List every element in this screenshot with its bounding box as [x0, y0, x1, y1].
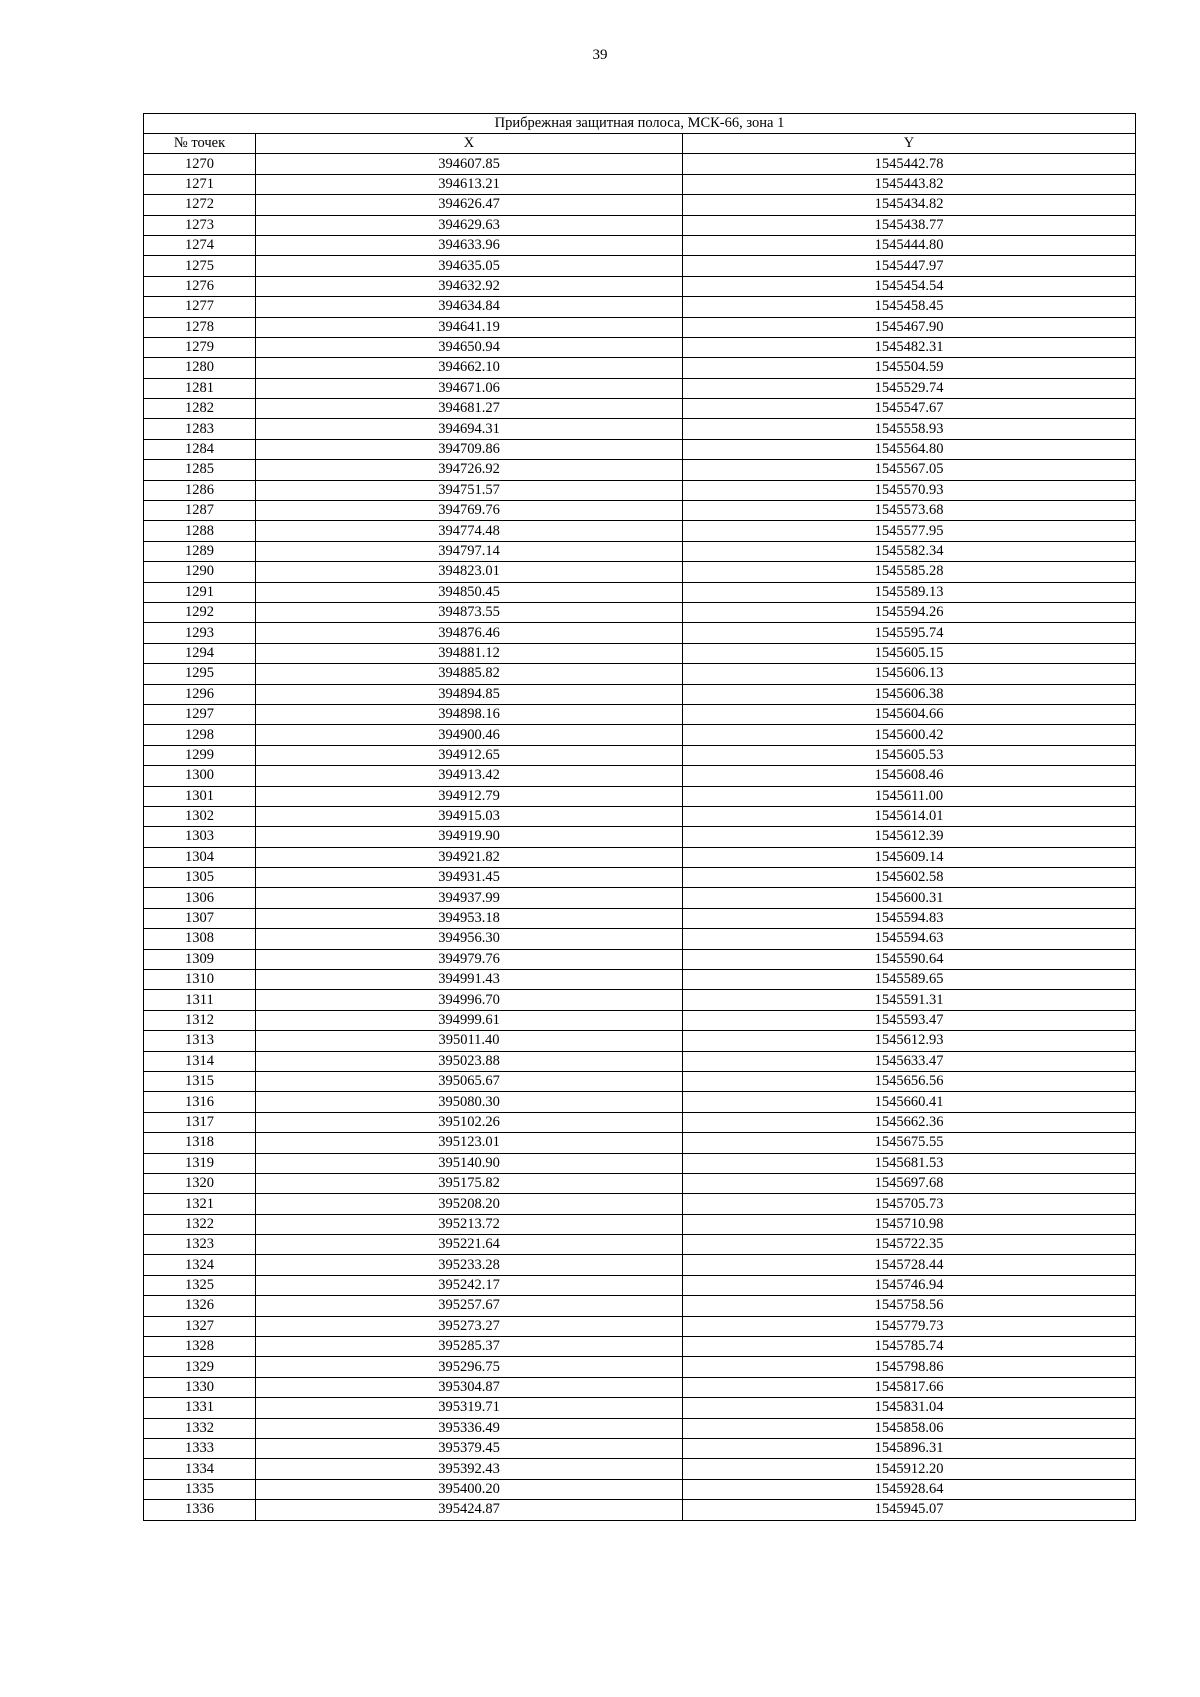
x-coordinate-cell: 395285.37 [256, 1337, 683, 1357]
x-coordinate-cell: 394681.27 [256, 399, 683, 419]
point-number-cell: 1320 [144, 1173, 256, 1193]
x-coordinate-cell: 394751.57 [256, 480, 683, 500]
point-number-cell: 1296 [144, 684, 256, 704]
point-number-cell: 1316 [144, 1092, 256, 1112]
table-row [144, 602, 1136, 622]
point-number-cell: 1294 [144, 643, 256, 663]
point-number-cell: 1283 [144, 419, 256, 439]
point-number-cell: 1312 [144, 1010, 256, 1030]
table-row [144, 195, 1136, 215]
y-coordinate-cell: 1545482.31 [683, 337, 1136, 357]
y-coordinate-cell: 1545570.93 [683, 480, 1136, 500]
x-coordinate-cell: 394769.76 [256, 501, 683, 521]
point-number-cell: 1302 [144, 806, 256, 826]
point-number-cell: 1323 [144, 1235, 256, 1255]
x-coordinate-cell: 394999.61 [256, 1010, 683, 1030]
table-row [144, 949, 1136, 969]
x-coordinate-cell: 394919.90 [256, 827, 683, 847]
y-coordinate-cell: 1545577.95 [683, 521, 1136, 541]
point-number-cell: 1284 [144, 439, 256, 459]
x-coordinate-cell: 394881.12 [256, 643, 683, 663]
point-number-cell: 1280 [144, 358, 256, 378]
table-row [144, 664, 1136, 684]
y-coordinate-cell: 1545589.13 [683, 582, 1136, 602]
y-coordinate-cell: 1545728.44 [683, 1255, 1136, 1275]
table-row [144, 1500, 1136, 1520]
x-coordinate-cell: 395221.64 [256, 1235, 683, 1255]
y-coordinate-cell: 1545600.42 [683, 725, 1136, 745]
table-row [144, 745, 1136, 765]
y-coordinate-cell: 1545443.82 [683, 174, 1136, 194]
x-coordinate-cell: 394912.65 [256, 745, 683, 765]
table-row [144, 154, 1136, 174]
point-number-cell: 1272 [144, 195, 256, 215]
point-number-cell: 1286 [144, 480, 256, 500]
x-coordinate-cell: 394912.79 [256, 786, 683, 806]
table-body [144, 154, 1136, 1520]
y-coordinate-cell: 1545567.05 [683, 460, 1136, 480]
point-number-cell: 1308 [144, 929, 256, 949]
y-coordinate-cell: 1545697.68 [683, 1173, 1136, 1193]
table-row [144, 1459, 1136, 1479]
y-coordinate-cell: 1545589.65 [683, 970, 1136, 990]
y-coordinate-cell: 1545590.64 [683, 949, 1136, 969]
x-coordinate-cell: 394613.21 [256, 174, 683, 194]
x-coordinate-cell: 395296.75 [256, 1357, 683, 1377]
column-header-x: X [256, 134, 683, 154]
table-row [144, 480, 1136, 500]
point-number-cell: 1301 [144, 786, 256, 806]
table-row [144, 970, 1136, 990]
x-coordinate-cell: 394885.82 [256, 664, 683, 684]
table-row [144, 378, 1136, 398]
table-row [144, 1173, 1136, 1193]
table-row [144, 1296, 1136, 1316]
y-coordinate-cell: 1545602.58 [683, 868, 1136, 888]
y-coordinate-cell: 1545605.15 [683, 643, 1136, 663]
point-number-cell: 1310 [144, 970, 256, 990]
x-coordinate-cell: 394629.63 [256, 215, 683, 235]
x-coordinate-cell: 394900.46 [256, 725, 683, 745]
x-coordinate-cell: 394641.19 [256, 317, 683, 337]
point-number-cell: 1287 [144, 501, 256, 521]
table-row [144, 725, 1136, 745]
y-coordinate-cell: 1545614.01 [683, 806, 1136, 826]
y-coordinate-cell: 1545504.59 [683, 358, 1136, 378]
y-coordinate-cell: 1545605.53 [683, 745, 1136, 765]
x-coordinate-cell: 394797.14 [256, 541, 683, 561]
point-number-cell: 1309 [144, 949, 256, 969]
point-number-cell: 1305 [144, 868, 256, 888]
x-coordinate-cell: 395400.20 [256, 1479, 683, 1499]
table-header-row [144, 134, 1136, 154]
table-row [144, 1051, 1136, 1071]
table-title: Прибрежная защитная полоса, МСК-66, зона 1 [144, 114, 1136, 134]
point-number-cell: 1281 [144, 378, 256, 398]
y-coordinate-cell: 1545705.73 [683, 1194, 1136, 1214]
x-coordinate-cell: 394931.45 [256, 868, 683, 888]
x-coordinate-cell: 394956.30 [256, 929, 683, 949]
point-number-cell: 1327 [144, 1316, 256, 1336]
table-row [144, 337, 1136, 357]
table-row [144, 1418, 1136, 1438]
point-number-cell: 1328 [144, 1337, 256, 1357]
column-header-point-number: № точек [144, 134, 256, 154]
x-coordinate-cell: 394915.03 [256, 806, 683, 826]
x-coordinate-cell: 395304.87 [256, 1377, 683, 1397]
x-coordinate-cell: 394635.05 [256, 256, 683, 276]
table-row [144, 358, 1136, 378]
point-number-cell: 1326 [144, 1296, 256, 1316]
point-number-cell: 1334 [144, 1459, 256, 1479]
table-row [144, 235, 1136, 255]
y-coordinate-cell: 1545547.67 [683, 399, 1136, 419]
y-coordinate-cell: 1545896.31 [683, 1439, 1136, 1459]
point-number-cell: 1314 [144, 1051, 256, 1071]
x-coordinate-cell: 394953.18 [256, 908, 683, 928]
y-coordinate-cell: 1545662.36 [683, 1112, 1136, 1132]
y-coordinate-cell: 1545612.39 [683, 827, 1136, 847]
table-row [144, 806, 1136, 826]
x-coordinate-cell: 394898.16 [256, 704, 683, 724]
y-coordinate-cell: 1545458.45 [683, 297, 1136, 317]
y-coordinate-cell: 1545858.06 [683, 1418, 1136, 1438]
x-coordinate-cell: 394694.31 [256, 419, 683, 439]
x-coordinate-cell: 395319.71 [256, 1398, 683, 1418]
point-number-cell: 1335 [144, 1479, 256, 1499]
y-coordinate-cell: 1545608.46 [683, 766, 1136, 786]
table-row [144, 501, 1136, 521]
y-coordinate-cell: 1545945.07 [683, 1500, 1136, 1520]
table-row [144, 908, 1136, 928]
table-row [144, 419, 1136, 439]
y-coordinate-cell: 1545831.04 [683, 1398, 1136, 1418]
x-coordinate-cell: 394662.10 [256, 358, 683, 378]
table-row [144, 827, 1136, 847]
x-coordinate-cell: 394633.96 [256, 235, 683, 255]
y-coordinate-cell: 1545606.38 [683, 684, 1136, 704]
point-number-cell: 1306 [144, 888, 256, 908]
y-coordinate-cell: 1545582.34 [683, 541, 1136, 561]
table-row [144, 1133, 1136, 1153]
table-row [144, 929, 1136, 949]
y-coordinate-cell: 1545593.47 [683, 1010, 1136, 1030]
table-row [144, 1153, 1136, 1173]
point-number-cell: 1329 [144, 1357, 256, 1377]
point-number-cell: 1288 [144, 521, 256, 541]
table-row [144, 460, 1136, 480]
x-coordinate-cell: 395102.26 [256, 1112, 683, 1132]
x-coordinate-cell: 395424.87 [256, 1500, 683, 1520]
x-coordinate-cell: 395123.01 [256, 1133, 683, 1153]
x-coordinate-cell: 394876.46 [256, 623, 683, 643]
y-coordinate-cell: 1545675.55 [683, 1133, 1136, 1153]
point-number-cell: 1324 [144, 1255, 256, 1275]
point-number-cell: 1295 [144, 664, 256, 684]
table-row [144, 521, 1136, 541]
point-number-cell: 1285 [144, 460, 256, 480]
point-number-cell: 1322 [144, 1214, 256, 1234]
y-coordinate-cell: 1545447.97 [683, 256, 1136, 276]
point-number-cell: 1307 [144, 908, 256, 928]
y-coordinate-cell: 1545606.13 [683, 664, 1136, 684]
table-row [144, 297, 1136, 317]
table-row [144, 888, 1136, 908]
point-number-cell: 1282 [144, 399, 256, 419]
x-coordinate-cell: 395273.27 [256, 1316, 683, 1336]
y-coordinate-cell: 1545594.63 [683, 929, 1136, 949]
point-number-cell: 1297 [144, 704, 256, 724]
table-row [144, 643, 1136, 663]
point-number-cell: 1276 [144, 276, 256, 296]
y-coordinate-cell: 1545573.68 [683, 501, 1136, 521]
point-number-cell: 1290 [144, 562, 256, 582]
table-row [144, 1235, 1136, 1255]
point-number-cell: 1304 [144, 847, 256, 867]
x-coordinate-cell: 394991.43 [256, 970, 683, 990]
point-number-cell: 1315 [144, 1071, 256, 1091]
point-number-cell: 1289 [144, 541, 256, 561]
x-coordinate-cell: 394850.45 [256, 582, 683, 602]
table-row [144, 215, 1136, 235]
table-row [144, 1194, 1136, 1214]
y-coordinate-cell: 1545454.54 [683, 276, 1136, 296]
x-coordinate-cell: 394937.99 [256, 888, 683, 908]
y-coordinate-cell: 1545758.56 [683, 1296, 1136, 1316]
x-coordinate-cell: 394873.55 [256, 602, 683, 622]
y-coordinate-cell: 1545660.41 [683, 1092, 1136, 1112]
point-number-cell: 1313 [144, 1031, 256, 1051]
y-coordinate-cell: 1545529.74 [683, 378, 1136, 398]
point-number-cell: 1325 [144, 1275, 256, 1295]
table-row [144, 399, 1136, 419]
point-number-cell: 1292 [144, 602, 256, 622]
y-coordinate-cell: 1545442.78 [683, 154, 1136, 174]
point-number-cell: 1336 [144, 1500, 256, 1520]
y-coordinate-cell: 1545594.26 [683, 602, 1136, 622]
y-coordinate-cell: 1545595.74 [683, 623, 1136, 643]
y-coordinate-cell: 1545798.86 [683, 1357, 1136, 1377]
x-coordinate-cell: 395175.82 [256, 1173, 683, 1193]
point-number-cell: 1303 [144, 827, 256, 847]
point-number-cell: 1291 [144, 582, 256, 602]
point-number-cell: 1333 [144, 1439, 256, 1459]
x-coordinate-cell: 395140.90 [256, 1153, 683, 1173]
y-coordinate-cell: 1545594.83 [683, 908, 1136, 928]
table-row [144, 582, 1136, 602]
x-coordinate-cell: 394823.01 [256, 562, 683, 582]
y-coordinate-cell: 1545438.77 [683, 215, 1136, 235]
table-row [144, 1112, 1136, 1132]
point-number-cell: 1298 [144, 725, 256, 745]
y-coordinate-cell: 1545467.90 [683, 317, 1136, 337]
x-coordinate-cell: 394913.42 [256, 766, 683, 786]
x-coordinate-cell: 395257.67 [256, 1296, 683, 1316]
table-row [144, 174, 1136, 194]
y-coordinate-cell: 1545912.20 [683, 1459, 1136, 1479]
x-coordinate-cell: 395242.17 [256, 1275, 683, 1295]
y-coordinate-cell: 1545444.80 [683, 235, 1136, 255]
y-coordinate-cell: 1545611.00 [683, 786, 1136, 806]
table-row [144, 1010, 1136, 1030]
x-coordinate-cell: 395065.67 [256, 1071, 683, 1091]
point-number-cell: 1293 [144, 623, 256, 643]
y-coordinate-cell: 1545633.47 [683, 1051, 1136, 1071]
table-row [144, 684, 1136, 704]
y-coordinate-cell: 1545656.56 [683, 1071, 1136, 1091]
x-coordinate-cell: 394996.70 [256, 990, 683, 1010]
x-coordinate-cell: 395213.72 [256, 1214, 683, 1234]
point-number-cell: 1271 [144, 174, 256, 194]
table-row [144, 1479, 1136, 1499]
x-coordinate-cell: 394671.06 [256, 378, 683, 398]
y-coordinate-cell: 1545612.93 [683, 1031, 1136, 1051]
y-coordinate-cell: 1545928.64 [683, 1479, 1136, 1499]
y-coordinate-cell: 1545785.74 [683, 1337, 1136, 1357]
x-coordinate-cell: 395392.43 [256, 1459, 683, 1479]
x-coordinate-cell: 395336.49 [256, 1418, 683, 1438]
point-number-cell: 1311 [144, 990, 256, 1010]
table-title-row [144, 114, 1136, 134]
table-row [144, 868, 1136, 888]
point-number-cell: 1273 [144, 215, 256, 235]
x-coordinate-cell: 394632.92 [256, 276, 683, 296]
y-coordinate-cell: 1545722.35 [683, 1235, 1136, 1255]
y-coordinate-cell: 1545681.53 [683, 1153, 1136, 1173]
table-row [144, 1214, 1136, 1234]
table-row [144, 1357, 1136, 1377]
y-coordinate-cell: 1545609.14 [683, 847, 1136, 867]
y-coordinate-cell: 1545434.82 [683, 195, 1136, 215]
point-number-cell: 1278 [144, 317, 256, 337]
table-row [144, 276, 1136, 296]
y-coordinate-cell: 1545710.98 [683, 1214, 1136, 1234]
table-row [144, 704, 1136, 724]
point-number-cell: 1330 [144, 1377, 256, 1397]
x-coordinate-cell: 394921.82 [256, 847, 683, 867]
x-coordinate-cell: 394634.84 [256, 297, 683, 317]
table-row [144, 847, 1136, 867]
table-row [144, 1337, 1136, 1357]
y-coordinate-cell: 1545564.80 [683, 439, 1136, 459]
y-coordinate-cell: 1545817.66 [683, 1377, 1136, 1397]
table-row [144, 1031, 1136, 1051]
point-number-cell: 1321 [144, 1194, 256, 1214]
x-coordinate-cell: 394626.47 [256, 195, 683, 215]
point-number-cell: 1331 [144, 1398, 256, 1418]
point-number-cell: 1270 [144, 154, 256, 174]
table-row [144, 1092, 1136, 1112]
x-coordinate-cell: 394650.94 [256, 337, 683, 357]
table-row [144, 317, 1136, 337]
table-row [144, 1439, 1136, 1459]
table-row [144, 1377, 1136, 1397]
point-number-cell: 1300 [144, 766, 256, 786]
table-row [144, 1316, 1136, 1336]
x-coordinate-cell: 394979.76 [256, 949, 683, 969]
x-coordinate-cell: 395379.45 [256, 1439, 683, 1459]
x-coordinate-cell: 395208.20 [256, 1194, 683, 1214]
point-number-cell: 1318 [144, 1133, 256, 1153]
table-row [144, 256, 1136, 276]
x-coordinate-cell: 395023.88 [256, 1051, 683, 1071]
point-number-cell: 1277 [144, 297, 256, 317]
table-row [144, 1255, 1136, 1275]
x-coordinate-cell: 394607.85 [256, 154, 683, 174]
x-coordinate-cell: 395233.28 [256, 1255, 683, 1275]
page-number: 39 [592, 47, 608, 63]
table-row [144, 1071, 1136, 1091]
y-coordinate-cell: 1545746.94 [683, 1275, 1136, 1295]
x-coordinate-cell: 394894.85 [256, 684, 683, 704]
point-number-cell: 1332 [144, 1418, 256, 1438]
table-row [144, 623, 1136, 643]
point-number-cell: 1299 [144, 745, 256, 765]
table-row [144, 541, 1136, 561]
y-coordinate-cell: 1545585.28 [683, 562, 1136, 582]
x-coordinate-cell: 395080.30 [256, 1092, 683, 1112]
table-row [144, 766, 1136, 786]
table-row [144, 439, 1136, 459]
point-number-cell: 1275 [144, 256, 256, 276]
y-coordinate-cell: 1545558.93 [683, 419, 1136, 439]
y-coordinate-cell: 1545779.73 [683, 1316, 1136, 1336]
y-coordinate-cell: 1545600.31 [683, 888, 1136, 908]
y-coordinate-cell: 1545591.31 [683, 990, 1136, 1010]
column-header-y: Y [683, 134, 1136, 154]
table-row [144, 1398, 1136, 1418]
point-number-cell: 1317 [144, 1112, 256, 1132]
table-row [144, 562, 1136, 582]
x-coordinate-cell: 394709.86 [256, 439, 683, 459]
x-coordinate-cell: 395011.40 [256, 1031, 683, 1051]
table-row [144, 786, 1136, 806]
x-coordinate-cell: 394774.48 [256, 521, 683, 541]
point-number-cell: 1319 [144, 1153, 256, 1173]
x-coordinate-cell: 394726.92 [256, 460, 683, 480]
coordinates-table [143, 113, 1136, 1521]
table-row [144, 1275, 1136, 1295]
point-number-cell: 1274 [144, 235, 256, 255]
y-coordinate-cell: 1545604.66 [683, 704, 1136, 724]
point-number-cell: 1279 [144, 337, 256, 357]
table-row [144, 990, 1136, 1010]
